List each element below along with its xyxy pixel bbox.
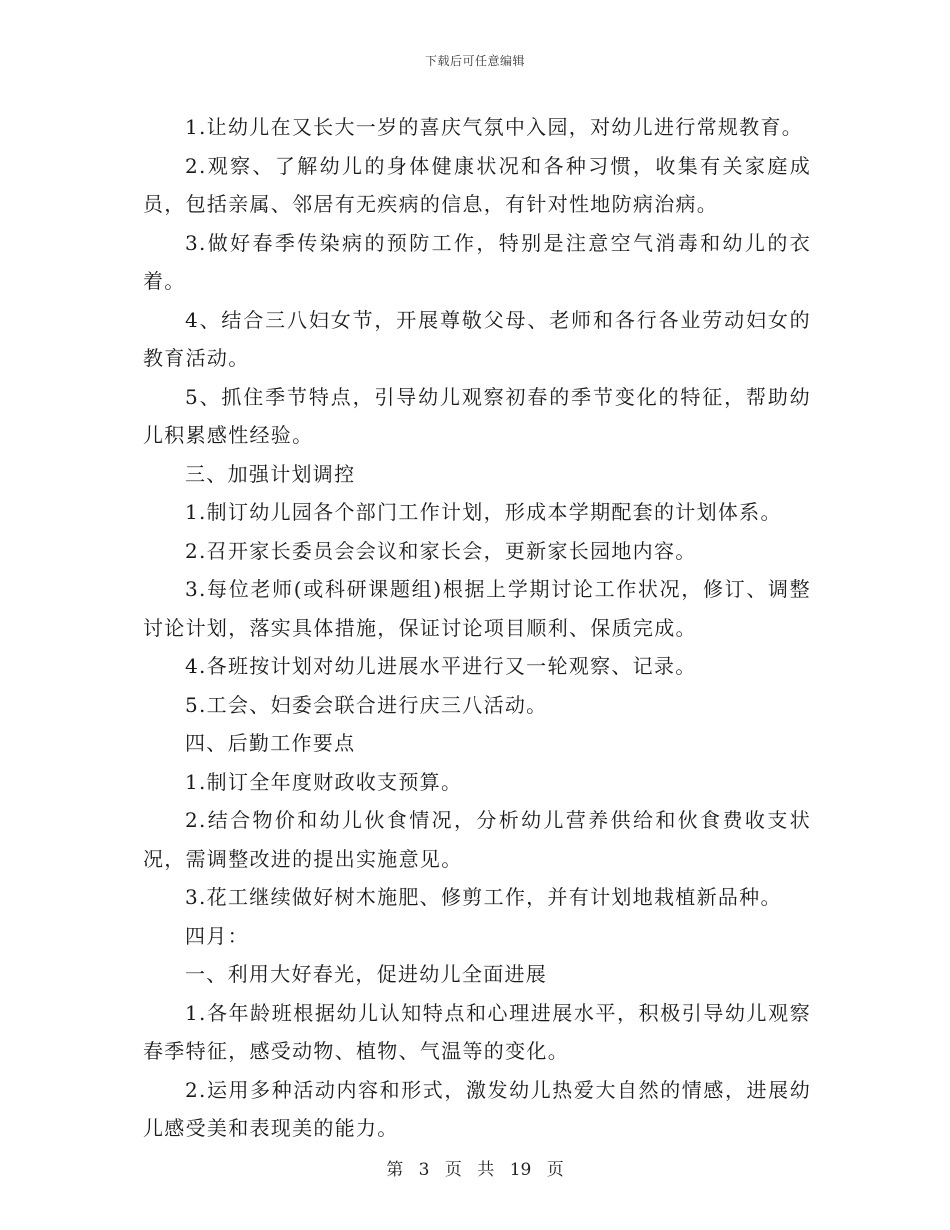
- section-heading: 四、后勤工作要点: [185, 731, 356, 755]
- paragraph: 2.结合物价和幼儿伙食情况，分析幼儿营养供给和伙食费收支状况，需调整改进的提出实施意见。: [143, 808, 811, 871]
- page-footer: [0, 1155, 950, 1180]
- paragraph: 4、结合三八妇女节，开展尊敬父母、老师和各行各业劳动妇女的教育活动。: [143, 307, 811, 370]
- footer-label-total: 共: [477, 1160, 495, 1180]
- paragraph: 2.召开家长委员会会议和家长会，更新家长园地内容。: [185, 538, 697, 563]
- paragraph: 1.各年龄班根据幼儿认知特点和心理进展水平，积极引导幼儿观察春季特征，感受动物、植物、气温等的变化。: [143, 1000, 811, 1063]
- footer-label-of: 页: [444, 1160, 462, 1180]
- paragraph: 3.花工继续做好树木施肥、修剪工作，并有计划地栽植新品种。: [185, 885, 782, 909]
- paragraph: 2.运用多种活动内容和形式，激发幼儿热爱大自然的情感，进展幼儿感受美和表现美的能力。: [143, 1077, 811, 1140]
- body-text: [143, 108, 811, 1148]
- section-heading: 一、利用大好春光，促进幼儿全面进展: [185, 962, 548, 986]
- footer-label-page: 第: [386, 1160, 404, 1180]
- footer-label-end: 页: [546, 1160, 564, 1180]
- paragraph: 1.让幼儿在又长大一岁的喜庆气氛中入园，对幼儿进行常规教育。: [185, 115, 804, 139]
- month-heading: 四月：: [185, 923, 249, 948]
- footer-current-page: 3: [418, 1160, 430, 1180]
- paragraph: 1.制订幼儿园各个部门工作计划，形成本学期配套的计划体系。: [185, 500, 782, 524]
- paragraph: 5、抓住季节特点，引导幼儿观察初春的季节变化的特征，帮助幼儿积累感性经验。: [143, 384, 811, 447]
- paragraph: 3.做好春季传染病的预防工作，特别是注意空气消毒和幼儿的衣着。: [143, 230, 811, 293]
- paragraph: 4.各班按计划对幼儿进展水平进行又一轮观察、记录。: [185, 654, 697, 678]
- footer-total-pages: 19: [509, 1160, 532, 1180]
- section-heading: 三、加强计划调控: [185, 461, 356, 486]
- paragraph: 3.每位老师(或科研课题组)根据上学期讨论工作状况，修订、调整讨论计划，落实具体措施，保证讨论项目顺利、保质完成。: [143, 577, 811, 640]
- paragraph: 2.观察、了解幼儿的身体健康状况和各种习惯，收集有关家庭成员，包括亲属、邻居有无疾病的信息，有针对性地防病治病。: [143, 153, 811, 216]
- paragraph: 5.工会、妇委会联合进行庆三八活动。: [185, 692, 548, 717]
- paragraph: 1.制订全年度财政收支预算。: [185, 769, 463, 794]
- page-header: 下载后可任意编辑: [424, 54, 525, 68]
